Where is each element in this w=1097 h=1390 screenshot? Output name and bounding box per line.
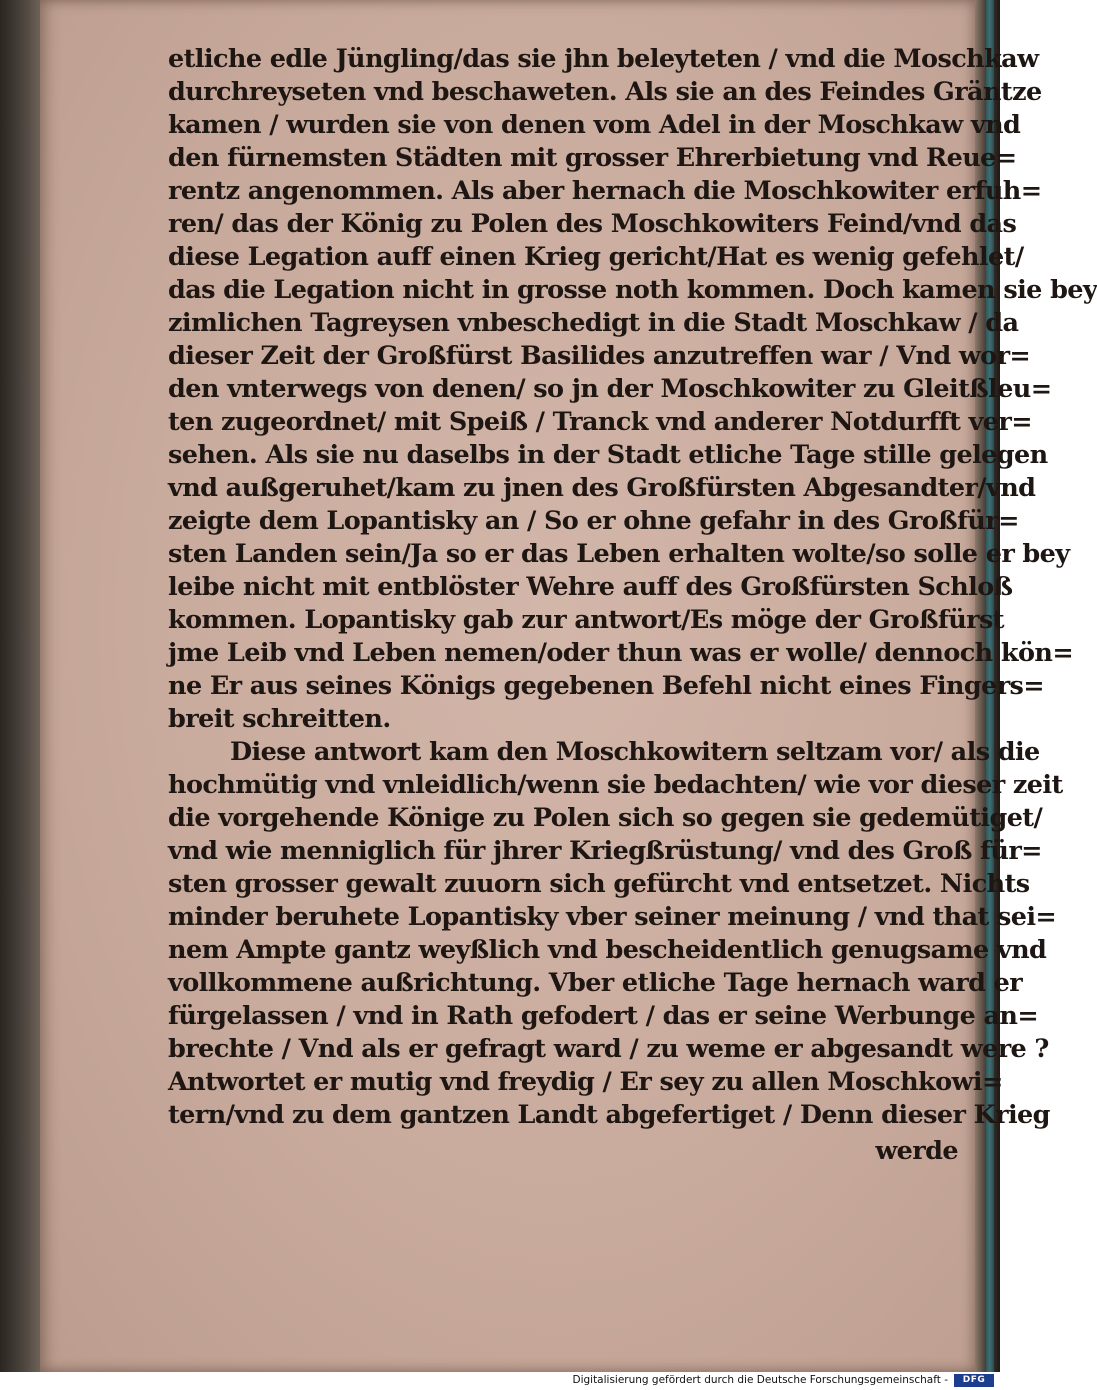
text-line-15: zeigte dem Lopantisky an / So er ohne gefahr in des Großfür= (168, 506, 1019, 536)
text-line-4: den fürnemsten Städten mit grosser Ehrerbietung vnd Reue= (168, 143, 1017, 173)
page-text (168, 42, 1097, 1182)
catchword: werde (875, 1136, 958, 1166)
text-line-20: ne Er aus seines Königs gegebenen Befehl nicht eines Fingers= (168, 671, 1045, 701)
dfg-logo: DFG (954, 1374, 994, 1387)
text-line-32: Antwortet er mutig vnd freydig / Er sey zu allen Moschkowi= (168, 1067, 1003, 1097)
text-line-6: ren/ das der König zu Polen des Moschkowiters Feind/vnd das (168, 209, 1017, 239)
text-line-25: vnd wie menniglich für jhrer Kriegßrüstung/ vnd des Groß für= (168, 836, 1042, 866)
text-line-31: brechte / Vnd als er gefragt ward / zu weme er abgesandt were ? (168, 1034, 1049, 1064)
text-line-7: diese Legation auff einen Krieg gericht/Hat es wenig gefehlet/ (168, 242, 1024, 272)
text-line-12: ten zugeordnet/ mit Speiß / Tranck vnd anderer Notdurfft ver= (168, 407, 1033, 437)
text-line-3: kamen / wurden sie von denen vom Adel in der Moschkaw vnd (168, 110, 1021, 140)
text-line-2: durchreyseten vnd beschaweten. Als sie an des Feindes Gräntze (168, 77, 1042, 107)
text-line-1: etliche edle Jüngling/das sie jhn beleyteten / vnd die Moschkaw (168, 44, 1039, 74)
left-binding-edge (0, 0, 40, 1372)
text-line-9: zimlichen Tagreysen vnbeschedigt in die Stadt Moschkaw / da (168, 308, 1019, 338)
text-line-22-paragraph-start: Diese antwort kam den Moschkowitern seltzam vor/ als die (230, 737, 1040, 767)
text-line-5: rentz angenommen. Als aber hernach die Moschkowiter erfuh= (168, 176, 1042, 206)
text-line-19: jme Leib vnd Leben nemen/oder thun was er wolle/ dennoch kön= (168, 638, 1074, 668)
text-line-29: vollkommene außrichtung. Vber etliche Tage hernach ward er (168, 968, 1023, 998)
text-line-13: sehen. Als sie nu daselbs in der Stadt etliche Tage stille gelegen (168, 440, 1048, 470)
text-line-17: leibe nicht mit entblöster Wehre auff des Großfürsten Schloß (168, 572, 1013, 602)
funding-credit: Digitalisierung gefördert durch die Deutsche Forschungsgemeinschaft - (572, 1374, 948, 1386)
text-line-11: den vnterwegs von denen/ so jn der Moschkowiter zu Gleitßleu= (168, 374, 1052, 404)
text-line-8: das die Legation nicht in grosse noth kommen. Doch kamen sie bey (168, 275, 1097, 305)
text-line-14: vnd außgeruhet/kam zu jnen des Großfürsten Abgesandter/vnd (168, 473, 1036, 503)
text-line-33: tern/vnd zu dem gantzen Landt abgefertiget / Denn dieser Krieg (168, 1100, 1050, 1130)
text-line-18: kommen. Lopantisky gab zur antwort/Es möge der Großfürst (168, 605, 1004, 635)
text-line-21: breit schreitten. (168, 704, 391, 734)
text-line-10: dieser Zeit der Großfürst Basilides anzutreffen war / Vnd wor= (168, 341, 1031, 371)
text-line-24: die vorgehende Könige zu Polen sich so gegen sie gedemütiget/ (168, 803, 1043, 833)
footer-bar (0, 1372, 1000, 1390)
text-line-26: sten grosser gewalt zuuorn sich gefürcht vnd entsetzet. Nichts (168, 869, 1030, 899)
text-line-16: sten Landen sein/Ja so er das Leben erhalten wolte/so solle er bey (168, 539, 1070, 569)
text-line-30: fürgelassen / vnd in Rath gefodert / das er seine Werbunge an= (168, 1001, 1039, 1031)
text-line-28: nem Ampte gantz weyßlich vnd bescheidentlich genugsame vnd (168, 935, 1047, 965)
text-line-23: hochmütig vnd vnleidlich/wenn sie bedachten/ wie vor dieser zeit (168, 770, 1063, 800)
text-line-27: minder beruhete Lopantisky vber seiner meinung / vnd that sei= (168, 902, 1057, 932)
